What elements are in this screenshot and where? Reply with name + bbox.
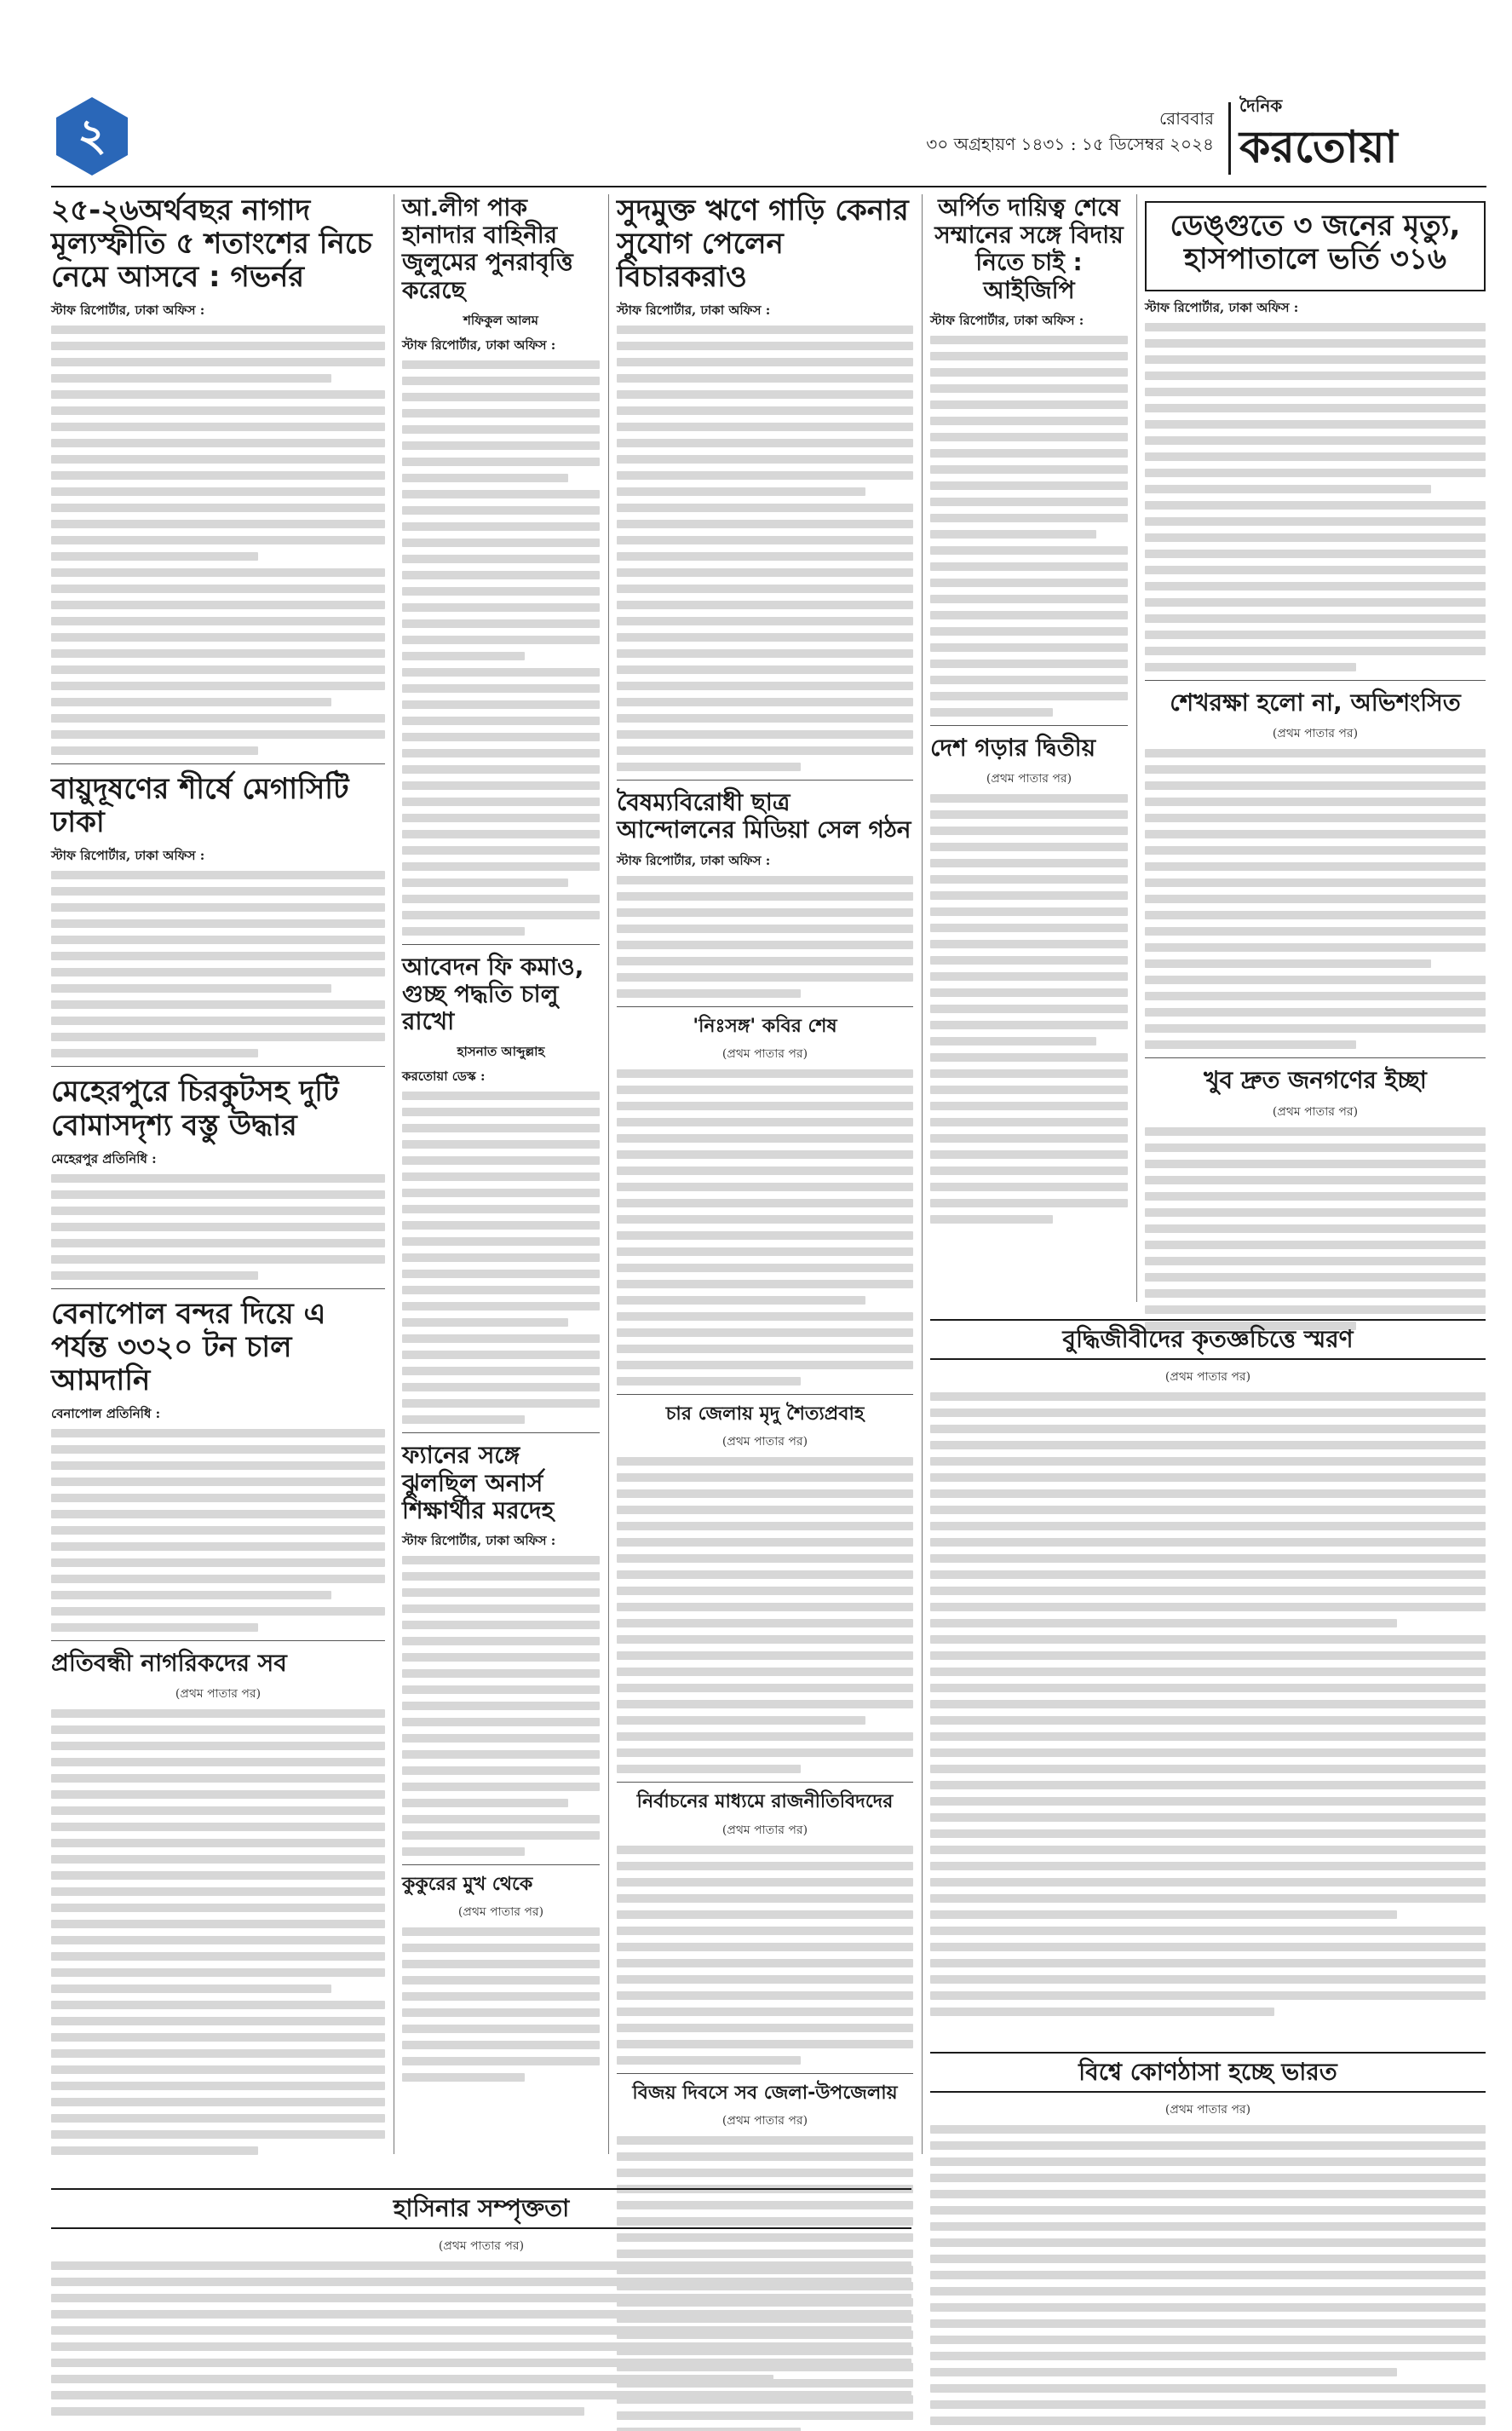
continued-label: (প্রথম পাতার পর) xyxy=(1272,1104,1359,1119)
issue-date: ৩০ অগ্রহায়ণ ১৪৩১ : ১৫ ডিসেম্বর ২০২৪ xyxy=(926,134,1214,154)
article-body xyxy=(51,2261,911,2416)
article-body xyxy=(617,1846,913,2065)
divider xyxy=(930,725,1128,726)
headline: বেনাপোল বন্দর দিয়ে এ পর্যন্ত ৩৩২০ টন চাল আমদানি xyxy=(51,1296,326,1397)
article-body xyxy=(617,325,913,771)
article-body xyxy=(617,1457,913,1773)
divider xyxy=(402,944,600,945)
continued-label: (প্রথম পাতার পর) xyxy=(175,1687,262,1702)
article-body xyxy=(1145,1127,1486,1330)
column-rule xyxy=(922,194,923,2154)
divider xyxy=(51,1066,385,1067)
byline: করতোয়া ডেস্ক : xyxy=(402,1069,486,1085)
byline: স্টাফ রিপোর্টার, ঢাকা অফিস : xyxy=(930,312,1084,328)
article-body xyxy=(51,1709,385,2155)
byline: স্টাফ রিপোর্টার, ঢাকা অফিস : xyxy=(51,848,205,864)
divider xyxy=(617,1006,913,1007)
article-body xyxy=(930,2125,1486,2431)
masthead xyxy=(34,94,1486,183)
author: হাসনাত আব্দুল্লাহ xyxy=(457,1044,545,1060)
continued-label: (প্রথম পাতার পর) xyxy=(722,1435,808,1449)
column-rule xyxy=(1136,194,1137,1302)
headline: ফ্যানের সঙ্গে ঝুলছিল অনার্স শিক্ষার্থীর মরদেহ xyxy=(402,1441,555,1524)
highlight-box xyxy=(1145,201,1486,291)
brand-small: দৈনিক xyxy=(1239,95,1283,116)
byline: স্টাফ রিপোর্টার, ঢাকা অফিস : xyxy=(51,302,205,319)
divider xyxy=(51,1288,385,1289)
divider xyxy=(1145,1057,1486,1058)
divider xyxy=(402,1864,600,1865)
bottom-left-section xyxy=(51,2181,911,2423)
column-5 xyxy=(1145,194,1486,1338)
headline: খুব দ্রুত জনগণের ইচ্ছা xyxy=(1204,1066,1427,1095)
brand-name: করতোয়া xyxy=(1239,122,1398,173)
headline: ২৫-২৬অর্থবছর নাগাদ মূল্যস্ফীতি ৫ শতাংশের নিচে নেমে আসবে : গভর্নর xyxy=(51,193,372,295)
page-number-badge xyxy=(49,94,135,179)
article-body xyxy=(51,325,385,755)
headline: নির্বাচনের মাধ্যমে রাজনীতিবিদদের xyxy=(636,1791,894,1813)
divider xyxy=(617,780,913,781)
article-body xyxy=(1145,323,1486,671)
headline-box xyxy=(930,1319,1486,1360)
divider xyxy=(617,1782,913,1783)
article-body xyxy=(930,794,1128,1224)
divider xyxy=(617,2073,913,2074)
headline: মেহেরপুরে চিরকুটসহ দুটি বোমাসদৃশ্য বস্তু উদ্ধার xyxy=(51,1074,339,1143)
byline: স্টাফ রিপোর্টার, ঢাকা অফিস : xyxy=(617,852,771,868)
headline: প্রতিবন্ধী নাগরিকদের সব xyxy=(51,1648,287,1677)
headline: বিজয় দিবসে সব জেলা-উপজেলায় xyxy=(632,2082,898,2104)
article-body xyxy=(617,1069,913,1385)
article-body xyxy=(1145,749,1486,1049)
continued-label: (প্রথম পাতার পর) xyxy=(722,2113,808,2128)
headline: শেখরক্ষা হলো না, অভিশংসিত xyxy=(1170,688,1461,717)
byline: স্টাফ রিপোর্টার, ঢাকা অফিস : xyxy=(617,302,771,319)
top-rule xyxy=(51,186,1486,187)
author: শফিকুল আলম xyxy=(463,312,539,328)
headline: আ.লীগ পাক হানাদার বাহিনীর জুলুমের পুনরাবৃত্তি করেছে xyxy=(402,193,573,304)
headline: বিশ্বে কোণঠাসা হচ্ছে ভারত xyxy=(1078,2058,1337,2086)
divider xyxy=(51,763,385,764)
continued-label: (প্রথম পাতার পর) xyxy=(1272,727,1359,741)
continued-label: (প্রথম পাতার পর) xyxy=(722,1046,808,1061)
divider xyxy=(51,1640,385,1641)
article-body xyxy=(402,1556,600,1856)
headline: বুদ্ধিজীবীদের কৃতজ্ঞচিত্তে স্মরণ xyxy=(1062,1325,1354,1353)
page-number-icon xyxy=(49,94,135,179)
column-3 xyxy=(617,194,913,2431)
headline: চার জেলায় মৃদু শৈত্যপ্রবাহ xyxy=(665,1403,865,1425)
continued-label: (প্রথম পাতার পর) xyxy=(722,1823,808,1837)
continued-label: (প্রথম পাতার পর) xyxy=(986,771,1072,786)
headline: অর্পিত দায়িত্ব শেষে সম্মানের সঙ্গে বিদায় নিতে চাই : আইজিপি xyxy=(934,193,1124,304)
headline: ডেঙ্গুতে ৩ জনের মৃত্যু, হাসপাতালে ভর্তি ৩১৬ xyxy=(1170,209,1461,277)
weekday: রোববার xyxy=(1159,108,1214,129)
article-body xyxy=(402,360,600,936)
divider xyxy=(617,1394,913,1395)
issue-info xyxy=(926,106,1214,157)
lower-right-section xyxy=(930,1312,1486,2024)
headline: দেশ গড়ার দ্বিতীয় xyxy=(930,733,1096,762)
article-body xyxy=(402,1092,600,1424)
headline: 'নিঃসঙ্গ' কবির শেষ xyxy=(693,1015,837,1037)
brand-logo xyxy=(1239,94,1469,179)
headline: কুকুরের মুখ থেকে xyxy=(402,1873,533,1895)
byline: মেহেরপুর প্রতিনিধি : xyxy=(51,1150,157,1167)
continued-label: (প্রথম পাতার পর) xyxy=(1164,2103,1251,2117)
divider xyxy=(402,1432,600,1433)
bottom-right-section xyxy=(930,2045,1486,2431)
column-2 xyxy=(402,194,600,2089)
column-1 xyxy=(51,194,385,2163)
headline: বায়ুদূষণের শীর্ষে মেগাসিটি ঢাকা xyxy=(51,772,349,840)
article-body xyxy=(930,336,1128,717)
divider xyxy=(1145,680,1486,681)
continued-label: (প্রথম পাতার পর) xyxy=(1164,1370,1251,1385)
byline: স্টাফ রিপোর্টার, ঢাকা অফিস : xyxy=(1145,300,1299,316)
continued-label: (প্রথম পাতার পর) xyxy=(457,1905,544,1920)
masthead-divider xyxy=(1228,102,1231,175)
continued-label: (প্রথম পাতার পর) xyxy=(438,2239,525,2254)
byline: স্টাফ রিপোর্টার, ঢাকা অফিস : xyxy=(402,337,556,353)
headline: হাসিনার সম্পৃক্ততা xyxy=(393,2194,570,2222)
headline: বৈষম্যবিরোধী ছাত্র আন্দোলনের মিডিয়া সেল গঠন xyxy=(617,788,911,844)
article-body xyxy=(402,1927,600,2082)
column-4 xyxy=(930,194,1128,1231)
byline: বেনাপোল প্রতিনিধি : xyxy=(51,1405,161,1421)
headline-box xyxy=(51,2188,911,2229)
article-body xyxy=(51,1429,385,1632)
article-body xyxy=(51,871,385,1057)
headline: আবেদন ফি কমাও, গুচ্ছ পদ্ধতি চালু রাখো xyxy=(402,952,584,1036)
column-rule xyxy=(608,194,609,2154)
article-body xyxy=(930,1392,1486,2016)
headline-box xyxy=(930,2052,1486,2093)
article-body xyxy=(51,1174,385,1280)
article-body xyxy=(617,876,913,998)
page-number: ২ xyxy=(78,110,106,161)
byline: স্টাফ রিপোর্টার, ঢাকা অফিস : xyxy=(402,1532,556,1548)
headline: সুদমুক্ত ঋণে গাড়ি কেনার সুযোগ পেলেন বিচারকরাও xyxy=(617,193,909,295)
